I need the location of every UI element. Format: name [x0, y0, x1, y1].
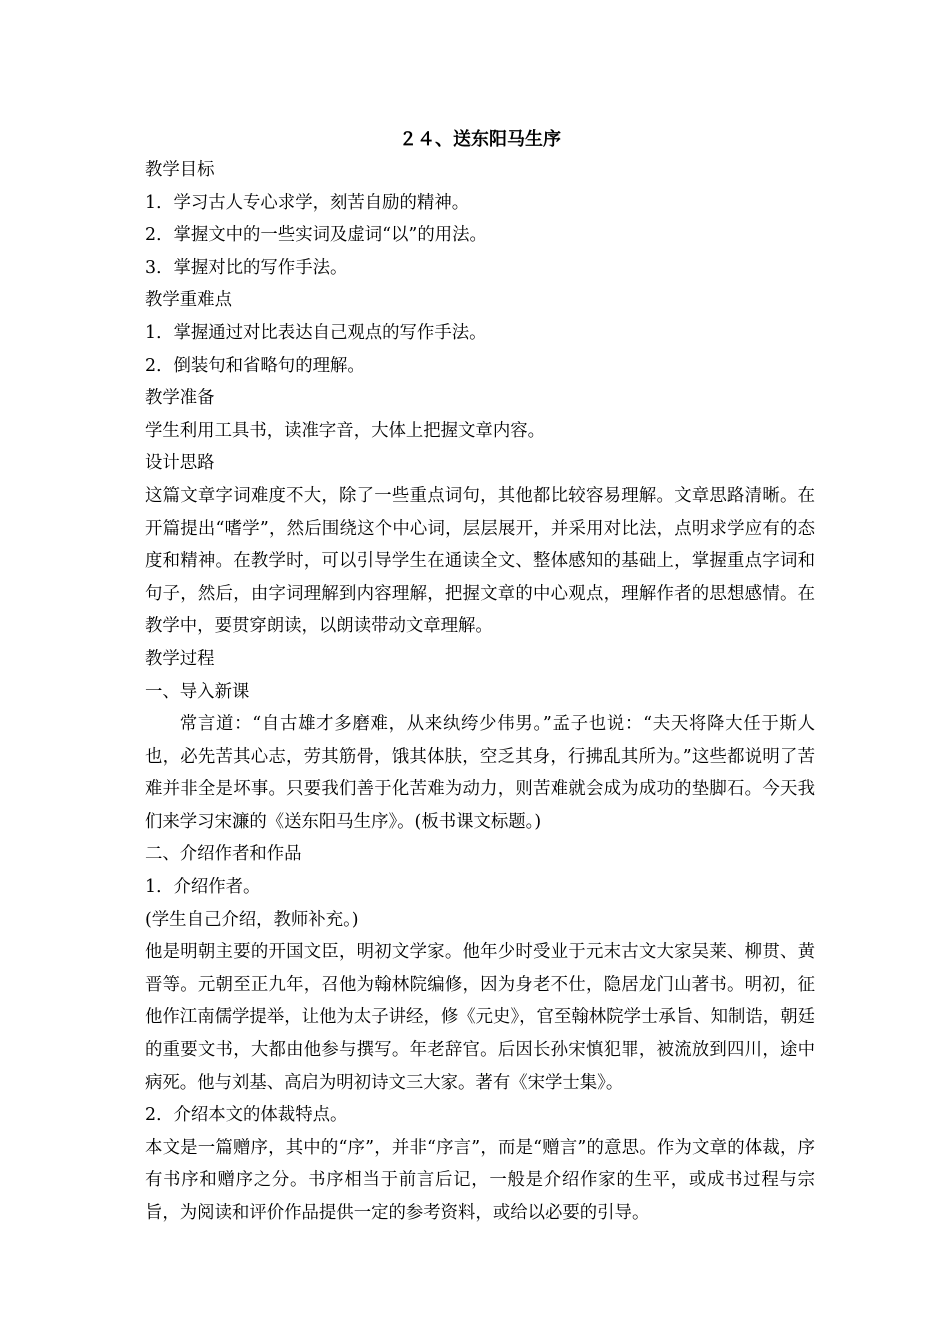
goal-item: 3．掌握对比的写作手法。 [145, 257, 348, 278]
author-note: (学生自己介绍，教师补充。) [145, 909, 359, 930]
intro-heading: 一、导入新课 [145, 681, 250, 702]
genre-paragraph: 本文是一篇赠序，其中的“序”，并非“序言”，而是“赠言”的意思。作为文章的体裁，序有书序和赠序之分。书序相当于前言后记，一般是介绍作家的生平，或成书过程与宗旨，为阅读和评价作品提供一定的参考资料，或给以必要的引导。 [145, 1137, 815, 1223]
design-paragraph: 这篇文章字词难度不大，除了一些重点词句，其他都比较容易理解。文章思路清晰。在开篇提出“嗜学”，然后围绕这个中心词，层层展开，并采用对比法，点明求学应有的态度和精神。在教学时，可以引导学生在通读全文、整体感知的基础上，掌握重点字词和句子，然后，由字词理解到内容理解，把握文章的中心观点，理解作者的思想感情。在教学中，要贯穿朗读，以朗读带动文章理解。 [145, 485, 815, 637]
document-body [145, 126, 815, 1230]
prep-heading: 教学准备 [145, 388, 215, 409]
goal-item: 1．学习古人专心求学，刻苦自励的精神。 [145, 192, 470, 213]
author-paragraph: 他是明朝主要的开国文臣，明初文学家。他年少时受业于元末古文大家吴莱、柳贯、黄晋等。元朝至正九年，召他为翰林院编修，因为身老不仕，隐居龙门山著书。明初，征他作江南儒学提举，让他为太子讲经，修《元史》，官至翰林院学士承旨、知制诰，朝廷的重要文书，大都由他参与撰写。年老辞官。后因长孙宋慎犯罪，被流放到四川，途中病死。他与刘基、高启为明初诗文三大家。著有《宋学士集》。 [145, 942, 815, 1093]
intro-paragraph: 常言道：“自古雄才多磨难，从来纨绔少伟男。”孟子也说：“夫天将降大任于斯人也，必先苦其心志，劳其筋骨，饿其体肤，空乏其身，行拂乱其所为。”这些都说明了苦难并非全是坏事。只要我们善于化苦难为动力，则苦难就会成为成功的垫脚石。今天我们来学习宋濂的《送东阳马生序》。(板书课文标题。) [145, 714, 815, 832]
goal-item: 2．掌握文中的一些实词及虚词“以”的用法。 [145, 225, 487, 246]
difficulty-heading: 教学重难点 [145, 290, 232, 311]
process-heading: 教学过程 [145, 648, 215, 669]
author-heading: 二、介绍作者和作品 [145, 844, 302, 865]
genre-subheading: 2．介绍本文的体裁特点。 [145, 1105, 348, 1126]
author-subheading: 1．介绍作者。 [145, 877, 261, 898]
document-title: ２４、送东阳马生序 [399, 129, 561, 150]
design-heading: 设计思路 [145, 453, 215, 474]
goals-heading: 教学目标 [145, 160, 215, 180]
prep-text: 学生利用工具书，读准字音，大体上把握文章内容。 [145, 420, 545, 441]
difficulty-item: 1．掌握通过对比表达自己观点的写作手法。 [145, 322, 487, 343]
difficulty-item: 2．倒装句和省略句的理解。 [145, 355, 365, 376]
